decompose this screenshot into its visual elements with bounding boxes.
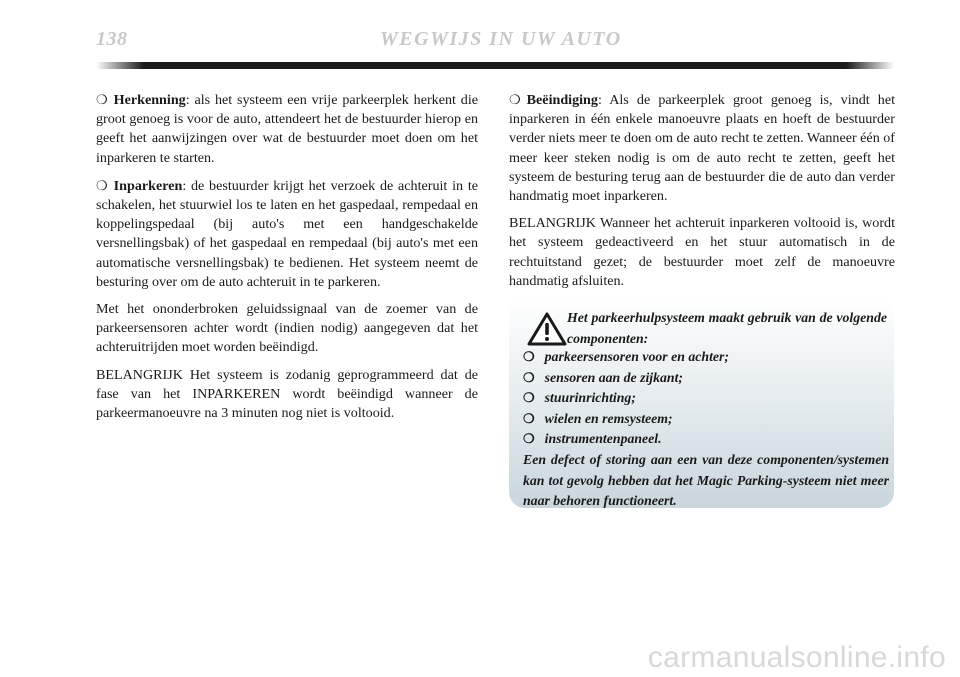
recognition-term: Herkenning	[113, 92, 186, 108]
parking-paragraph	[96, 176, 478, 292]
warning-component-list	[523, 347, 889, 450]
ending-term: Beëindiging	[526, 92, 598, 108]
warning-box	[509, 298, 894, 508]
important-paragraph-left: BELANGRIJK Het systeem is zodanig geprogrammeerd dat de fase van het INPARKEREN wordt beëindigd wanneer de parkeermanoeuvre na 3 minuten nog niet is voltooid.	[96, 366, 478, 422]
bullet-icon: ❍	[96, 92, 108, 107]
header-rule	[96, 62, 894, 69]
right-column	[509, 90, 895, 299]
warning-triangle-icon	[527, 312, 567, 346]
bullet-icon: ❍	[523, 410, 535, 426]
ending-paragraph	[509, 90, 895, 206]
left-column	[96, 90, 478, 431]
recognition-text: : als het systeem een vrije parkeerplek herkent die groot genoeg is voor de auto, attendeert het de bestuurder hierop en geeft het aanwijzingen over wat de bestuurder moet doen om het inparkeren te starten.	[96, 92, 478, 166]
bullet-icon: ❍	[523, 390, 535, 405]
bullet-icon: ❍	[523, 369, 535, 385]
list-item: ❍ parkeersensoren voor en achter;	[523, 349, 729, 364]
parking-text: : de bestuurder krijgt het verzoek de achteruit in te schakelen, het stuurwiel los te laten en het gaspedaal, rempedaal en koppelingspedaal (bij auto's met een handgeschakelde versnellingsbak) of het gaspedaal en rempedaal (bij auto's met een automatische versnellingsbak) te bedienen. Het systeem neemt de besturing over om de auto achteruit in te parkeren.	[96, 177, 478, 290]
parking-term: Inparkeren	[113, 177, 183, 194]
bullet-icon: ❍	[523, 349, 535, 364]
list-item: ❍ sensoren aan de zijkant;	[523, 369, 684, 385]
list-item: ❍ stuurinrichting;	[523, 390, 636, 405]
bullet-icon: ❍	[509, 92, 521, 107]
bullet-icon: ❍	[523, 431, 535, 446]
important-paragraph-right: BELANGRIJK Wanneer het achteruit inparkeren voltooid is, wordt het systeem gedeactiveerd en het stuur automatisch in de rechtuitstand gezet; de bestuurder moet zelf de manoeuvre handmatig afsluiten.	[509, 215, 895, 289]
list-item: ❍ wielen en remsysteem;	[523, 410, 673, 426]
page-header-title: WEGWIJS IN UW AUTO	[380, 28, 622, 50]
recognition-paragraph	[96, 90, 478, 168]
bullet-icon: ❍	[96, 177, 108, 193]
ending-text: : Als de parkeerplek groot genoeg is, vindt het inparkeren in één enkele manoeuvre plaats en hoeft de bestuurder verder niets meer te doen om de auto recht te zetten. Wanneer één of meer keer steken nodig is om de auto recht te zetten, geeft het systeem de besturing terug aan de bestuurder die de auto dan verder handmatig moet inparkeren.	[509, 92, 896, 205]
buzzer-paragraph: Met het ononderbroken geluidssignaal van de zoemer van de parkeersensoren achter wordt (indien nodig) aangegeven dat het achteruitrijden moet worden beëindigd.	[96, 301, 478, 356]
page-number: 138	[96, 28, 128, 50]
warning-title: Het parkeerhulpsysteem maakt gebruik van de volgende componenten:	[567, 310, 887, 346]
watermark: carmanualsonline.info	[647, 641, 946, 674]
warning-footer: Een defect of storing aan een van deze componenten/systemen kan tot gevolg hebben dat het Magic Parking-systeem niet meer naar behoren functioneert.	[523, 452, 889, 508]
list-item: ❍ instrumentenpaneel.	[523, 431, 662, 446]
